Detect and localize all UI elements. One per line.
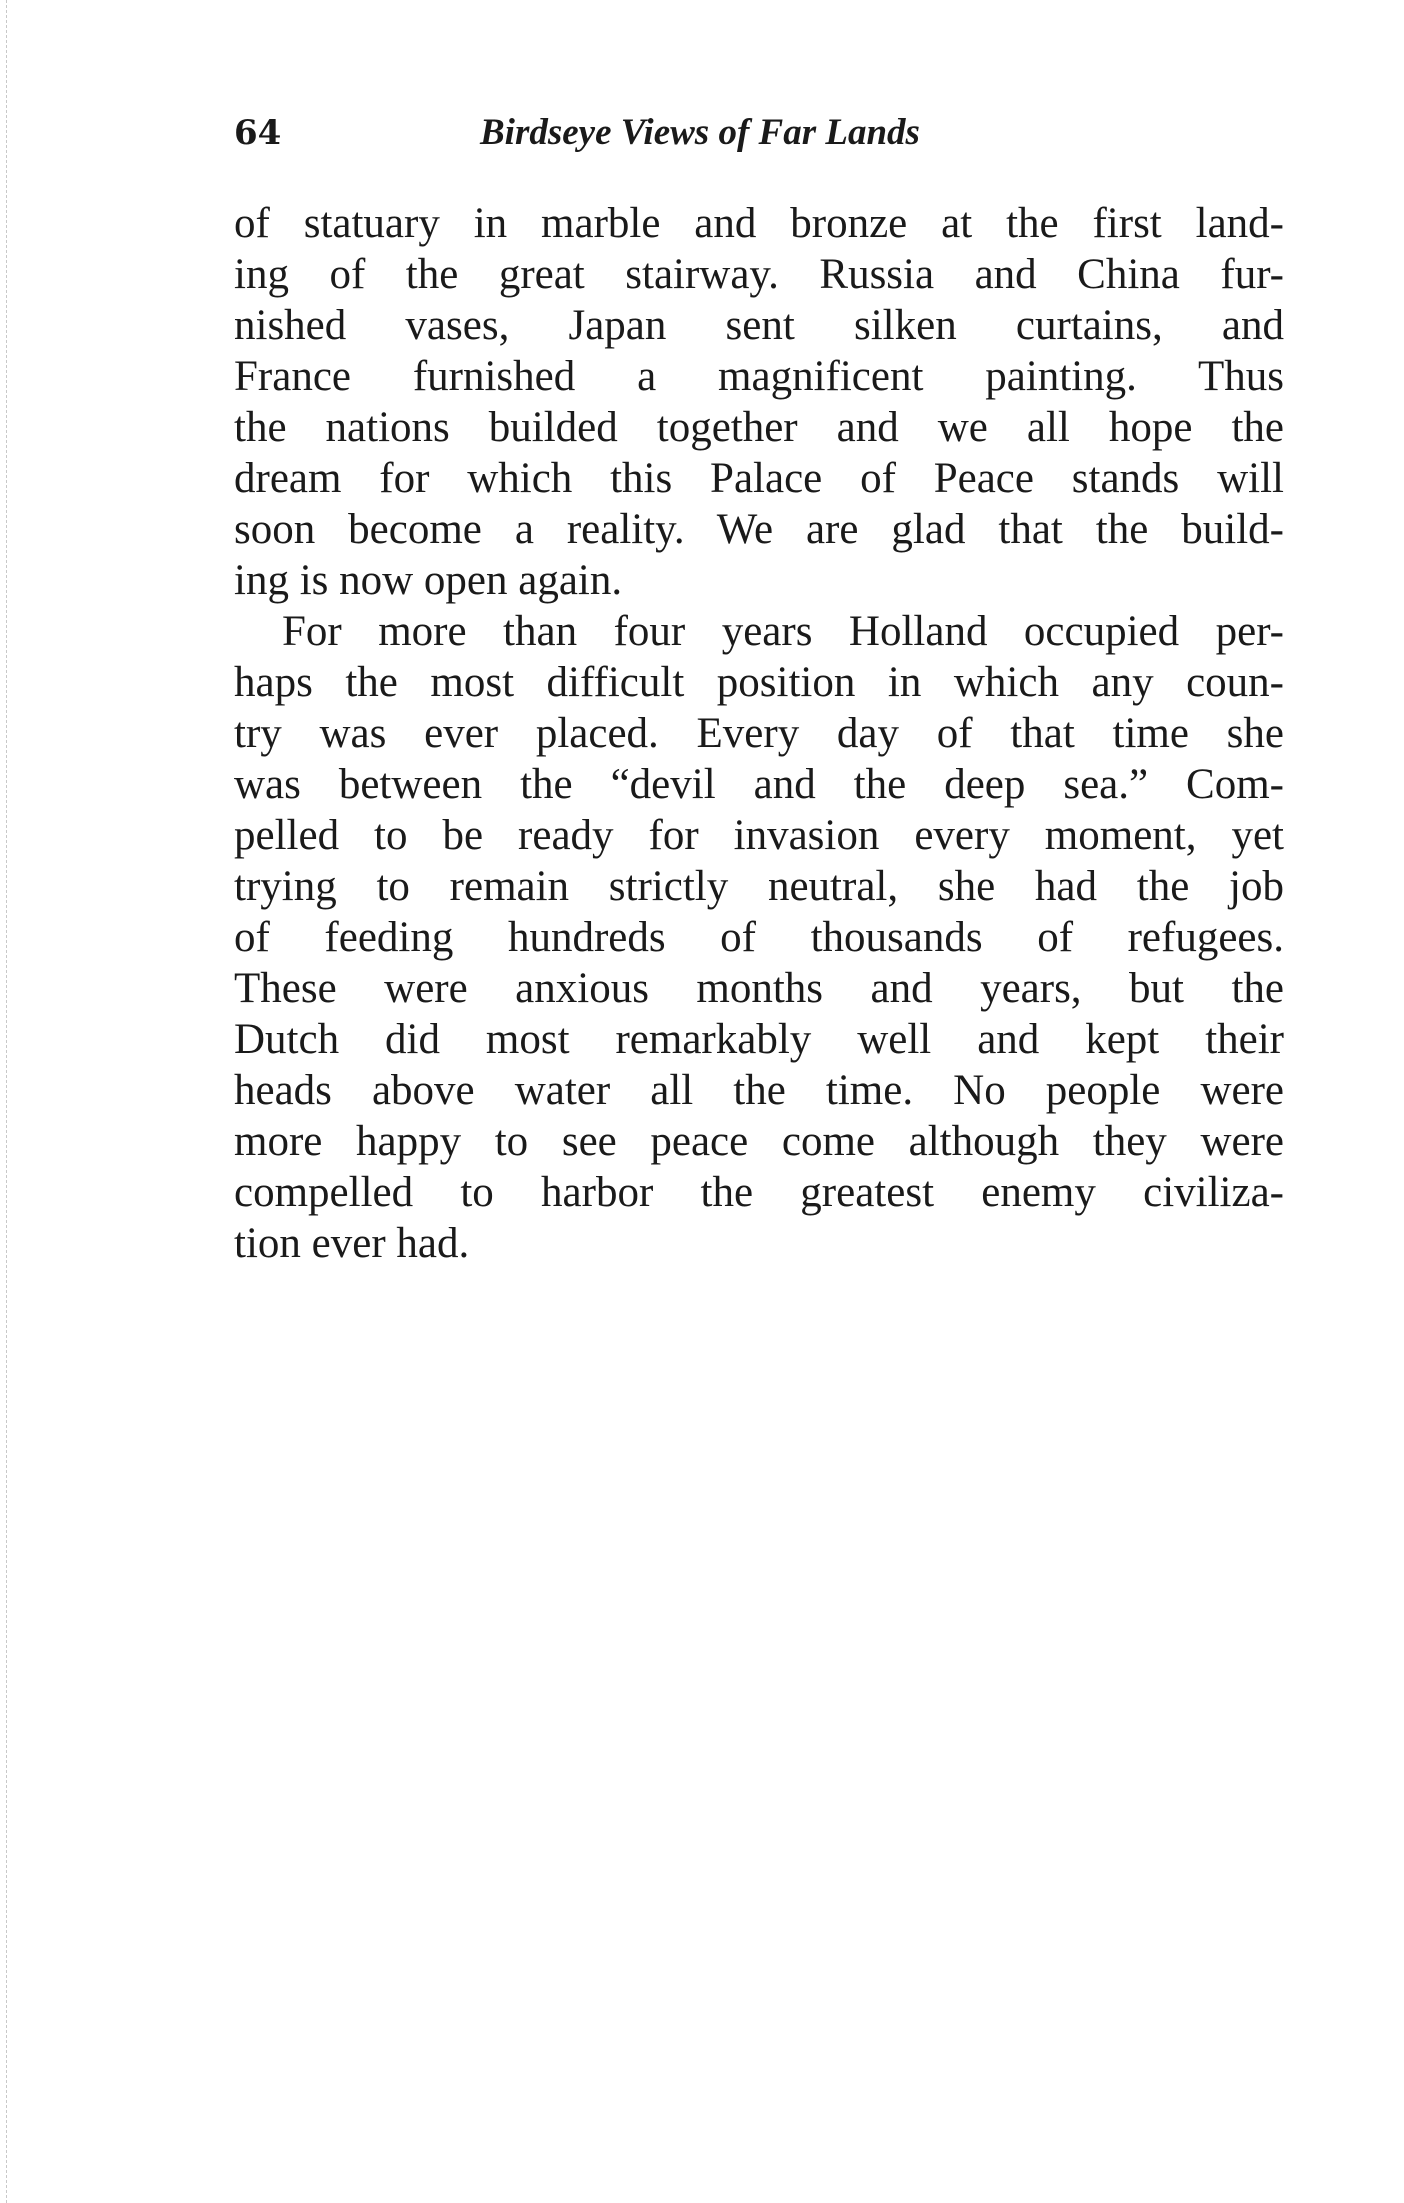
text-line: France furnished a magnificent painting. Thus xyxy=(234,353,1284,400)
text-line: pelled to be ready for invasion every moment, yet xyxy=(234,812,1284,859)
text-line: ing of the great stairway. Russia and China fur- xyxy=(234,251,1284,298)
paragraph xyxy=(234,198,1284,606)
text-line: heads above water all the time. No people were xyxy=(234,1067,1284,1114)
page-header xyxy=(234,108,1034,158)
body-text xyxy=(234,198,1284,1269)
paragraph xyxy=(234,606,1284,1269)
text-line: dream for which this Palace of Peace stands will xyxy=(234,455,1284,502)
text-line: ing is now open again. xyxy=(234,557,623,604)
page-number: 64 xyxy=(234,113,282,153)
running-title: Birdseye Views of Far Lands xyxy=(480,112,920,153)
text-line: was between the “devil and the deep sea.” Com- xyxy=(234,761,1284,808)
text-line: nished vases, Japan sent silken curtains, and xyxy=(234,302,1284,349)
text-line: of feeding hundreds of thousands of refugees. xyxy=(234,914,1284,961)
text-line: Dutch did most remarkably well and kept their xyxy=(234,1016,1284,1063)
text-line: try was ever placed. Every day of that time she xyxy=(234,710,1284,757)
text-line: soon become a reality. We are glad that the build- xyxy=(234,506,1284,553)
text-line: compelled to harbor the greatest enemy civiliza- xyxy=(234,1169,1284,1216)
text-line: tion ever had. xyxy=(234,1220,470,1267)
page-edge-divider xyxy=(6,0,7,2203)
text-line: haps the most difficult position in which any coun- xyxy=(234,659,1284,706)
text-line: the nations builded together and we all hope the xyxy=(234,404,1284,451)
text-line: of statuary in marble and bronze at the first land- xyxy=(234,200,1284,247)
text-line: For more than four years Holland occupied per- xyxy=(282,608,1284,655)
text-line: more happy to see peace come although they were xyxy=(234,1118,1284,1165)
text-line: These were anxious months and years, but the xyxy=(234,965,1284,1012)
text-line: trying to remain strictly neutral, she had the job xyxy=(234,863,1284,910)
